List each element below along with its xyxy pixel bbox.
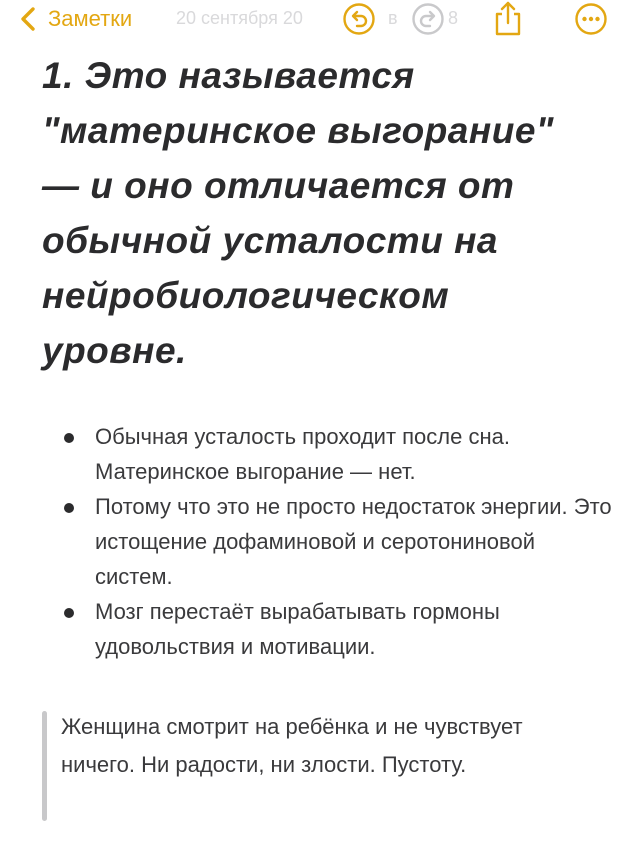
note-heading[interactable]: 1. Это называется "материнское выгорание" — и оно отличается от обычной усталости на нейробиологическом уровне. [42,55,554,371]
list-item[interactable] [58,489,618,594]
share-icon[interactable] [492,0,524,36]
redo-icon[interactable] [411,2,445,36]
chevron-left-icon [18,6,40,32]
faded-date-text: 20 сентября 20 [176,8,303,28]
note-toolbar [0,0,640,44]
bullet-dot [64,433,74,443]
list-item-text: Обычная усталость проходит после сна. Материнское выгорание — нет. [95,424,510,484]
block-quote[interactable] [42,711,602,821]
note-bullet-list [58,419,618,664]
back-button-label: Заметки [48,6,133,31]
list-item[interactable] [58,594,618,664]
bullet-dot [64,503,74,513]
faded-date-connector: в [388,8,398,28]
list-item-text: Потому что это не просто недостаток энергии. Это истощение дофаминовой и серотониновой систем. [95,494,612,589]
list-item[interactable] [58,419,618,489]
bullet-dot [64,608,74,618]
undo-icon[interactable] [342,2,376,36]
more-icon[interactable] [574,2,608,36]
back-button[interactable] [18,4,132,34]
quote-bar [42,711,47,821]
list-item-text: Мозг перестаёт вырабатывать гормоны удовольствия и мотивации. [95,599,500,659]
faded-time-text: 8 [448,8,459,28]
quote-text: Женщина смотрит на ребёнка и не чувствует ничего. Ни радости, ни злости. Пустоту. [61,714,523,777]
